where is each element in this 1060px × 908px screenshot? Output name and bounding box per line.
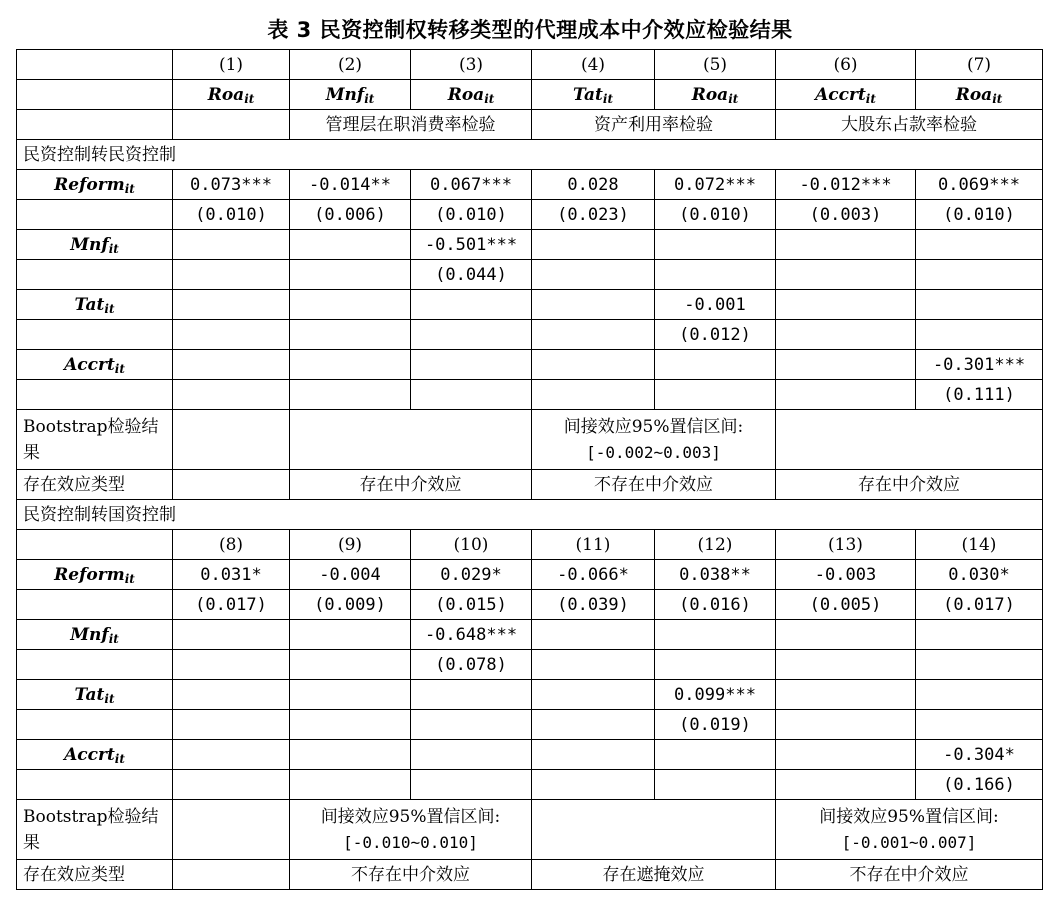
accrt-se-row xyxy=(17,770,1043,800)
coef-cell: 0.028 xyxy=(532,170,655,200)
bootstrap-label: Bootstrap检验结果 xyxy=(17,800,173,860)
se-cell: (0.016) xyxy=(655,590,776,620)
group-label: 大股东占款率检验 xyxy=(776,110,1043,140)
effect-label: 存在效应类型 xyxy=(17,470,173,500)
col-num: (3) xyxy=(411,50,532,80)
reform-se-row xyxy=(17,590,1043,620)
dep-var: Tat$_{it}$ xyxy=(572,84,613,106)
dep-var: Roa$_{it}$ xyxy=(691,84,739,106)
effect-cell: 存在中介效应 xyxy=(776,470,1043,500)
coef-cell: 0.099*** xyxy=(655,680,776,710)
effect-cell: 不存在中介效应 xyxy=(290,860,532,890)
se-cell: (0.003) xyxy=(776,200,916,230)
coef-cell: -0.301*** xyxy=(916,350,1043,380)
coef-cell: -0.003 xyxy=(776,560,916,590)
dep-var: Mnf$_{it}$ xyxy=(325,84,375,106)
coef-cell: -0.004 xyxy=(290,560,411,590)
col-num: (6) xyxy=(776,50,916,80)
effect-cell: 不存在中介效应 xyxy=(532,470,776,500)
se-cell: (0.009) xyxy=(290,590,411,620)
coef-cell: -0.501*** xyxy=(411,230,532,260)
col-num: (13) xyxy=(776,530,916,560)
ci-cell: 间接效应95%置信区间: [-0.010~0.010] xyxy=(290,800,532,860)
bootstrap-label: Bootstrap检验结果 xyxy=(17,410,173,470)
coef-cell: 0.031* xyxy=(173,560,290,590)
se-cell: (0.023) xyxy=(532,200,655,230)
coef-cell: -0.304* xyxy=(916,740,1043,770)
se-cell: (0.010) xyxy=(916,200,1043,230)
bootstrap-row xyxy=(17,410,1043,470)
tat-coef-row xyxy=(17,290,1043,320)
tat-coef-row xyxy=(17,680,1043,710)
group-label: 管理层在职消费率检验 xyxy=(290,110,532,140)
row-var: Mnf$_{it}$ xyxy=(70,234,119,256)
se-cell: (0.039) xyxy=(532,590,655,620)
coef-cell: 0.069*** xyxy=(916,170,1043,200)
group-label: 资产利用率检验 xyxy=(532,110,776,140)
coef-cell: 0.038** xyxy=(655,560,776,590)
tat-se-row xyxy=(17,320,1043,350)
se-cell: (0.166) xyxy=(916,770,1043,800)
effect-label: 存在效应类型 xyxy=(17,860,173,890)
effect-cell: 不存在中介效应 xyxy=(776,860,1043,890)
se-cell: (0.017) xyxy=(173,590,290,620)
mnf-coef-row xyxy=(17,230,1043,260)
ci-cell: 间接效应95%置信区间: [-0.002~0.003] xyxy=(532,410,776,470)
col-num: (7) xyxy=(916,50,1043,80)
reform-se-row xyxy=(17,200,1043,230)
col-num: (12) xyxy=(655,530,776,560)
mnf-se-row xyxy=(17,650,1043,680)
effect-type-row xyxy=(17,860,1043,890)
row-var: Reform$_{it}$ xyxy=(54,174,135,196)
se-cell: (0.010) xyxy=(655,200,776,230)
dep-var: Accrt$_{it}$ xyxy=(815,84,876,106)
col-num: (14) xyxy=(916,530,1043,560)
section-header-row xyxy=(17,140,1043,170)
table-title: 表 3 民资控制权转移类型的代理成本中介效应检验结果 xyxy=(267,18,793,42)
se-cell: (0.010) xyxy=(173,200,290,230)
row-var: Tat$_{it}$ xyxy=(74,684,115,706)
coef-cell: -0.014** xyxy=(290,170,411,200)
mnf-se-row xyxy=(17,260,1043,290)
coef-cell: -0.648*** xyxy=(411,620,532,650)
reform-coef-row xyxy=(17,170,1043,200)
results-table xyxy=(16,49,1043,890)
row-var: Tat$_{it}$ xyxy=(74,294,115,316)
col-num: (11) xyxy=(532,530,655,560)
section-label: 民资控制转民资控制 xyxy=(17,140,1043,170)
row-var: Mnf$_{it}$ xyxy=(70,624,119,646)
col-num: (9) xyxy=(290,530,411,560)
column-number-row xyxy=(17,50,1043,80)
coef-cell: -0.012*** xyxy=(776,170,916,200)
coef-cell: 0.067*** xyxy=(411,170,532,200)
se-cell: (0.017) xyxy=(916,590,1043,620)
dep-var: Roa$_{it}$ xyxy=(207,84,255,106)
dependent-variable-row xyxy=(17,80,1043,110)
mnf-coef-row xyxy=(17,620,1043,650)
effect-type-row xyxy=(17,470,1043,500)
effect-cell: 存在遮掩效应 xyxy=(532,860,776,890)
accrt-coef-row xyxy=(17,740,1043,770)
col-num: (8) xyxy=(173,530,290,560)
coef-cell: -0.001 xyxy=(655,290,776,320)
bootstrap-row xyxy=(17,800,1043,860)
row-var: Accrt$_{it}$ xyxy=(64,354,125,376)
se-cell: (0.019) xyxy=(655,710,776,740)
section-header-row xyxy=(17,500,1043,530)
coef-cell: 0.072*** xyxy=(655,170,776,200)
column-number-row xyxy=(17,530,1043,560)
se-cell: (0.078) xyxy=(411,650,532,680)
coef-cell: -0.066* xyxy=(532,560,655,590)
row-var: Accrt$_{it}$ xyxy=(64,744,125,766)
accrt-se-row xyxy=(17,380,1043,410)
col-num: (2) xyxy=(290,50,411,80)
coef-cell: 0.029* xyxy=(411,560,532,590)
se-cell: (0.012) xyxy=(655,320,776,350)
row-var: Reform$_{it}$ xyxy=(54,564,135,586)
dep-var: Roa$_{it}$ xyxy=(447,84,495,106)
test-group-row xyxy=(17,110,1043,140)
coef-cell: 0.030* xyxy=(916,560,1043,590)
coef-cell: 0.073*** xyxy=(173,170,290,200)
se-cell: (0.010) xyxy=(411,200,532,230)
col-num: (10) xyxy=(411,530,532,560)
se-cell: (0.111) xyxy=(916,380,1043,410)
accrt-coef-row xyxy=(17,350,1043,380)
section-label: 民资控制转国资控制 xyxy=(17,500,1043,530)
tat-se-row xyxy=(17,710,1043,740)
effect-cell: 存在中介效应 xyxy=(290,470,532,500)
ci-cell: 间接效应95%置信区间: [-0.001~0.007] xyxy=(776,800,1043,860)
dep-var: Roa$_{it}$ xyxy=(955,84,1003,106)
col-num: (1) xyxy=(173,50,290,80)
reform-coef-row xyxy=(17,560,1043,590)
se-cell: (0.044) xyxy=(411,260,532,290)
se-cell: (0.015) xyxy=(411,590,532,620)
se-cell: (0.006) xyxy=(290,200,411,230)
col-num: (5) xyxy=(655,50,776,80)
se-cell: (0.005) xyxy=(776,590,916,620)
col-num: (4) xyxy=(532,50,655,80)
